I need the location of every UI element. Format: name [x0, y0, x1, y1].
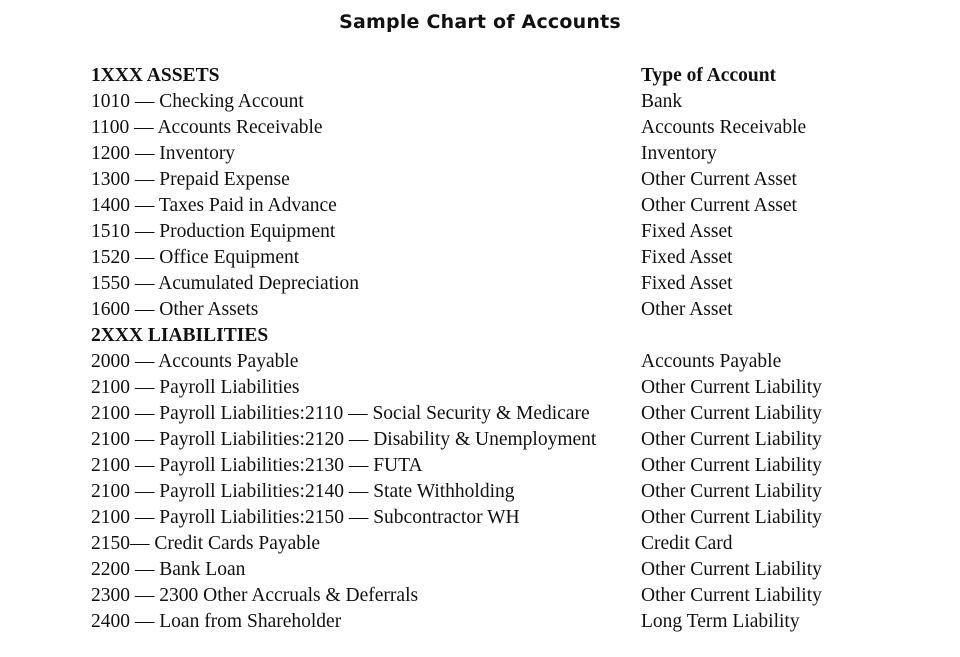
account-name: 1200 — Inventory — [91, 143, 236, 164]
account-name: 1550 — Acumulated Depreciation — [91, 273, 360, 294]
account-type: Other Current Liability — [641, 507, 822, 528]
account-name: 2100 — Payroll Liabilities:2130 — FUTA — [91, 455, 423, 476]
account-name: 2100 — Payroll Liabilities:2120 — Disability & Unemployment — [91, 429, 597, 450]
account-row — [91, 453, 871, 479]
account-row — [91, 505, 871, 531]
account-name: 1010 — Checking Account — [91, 91, 304, 112]
account-row — [91, 531, 871, 557]
account-name: 1400 — Taxes Paid in Advance — [91, 195, 337, 216]
account-row — [91, 141, 871, 167]
account-type: Fixed Asset — [641, 247, 733, 268]
account-name: 2100 — Payroll Liabilities — [91, 377, 300, 398]
account-name: 1510 — Production Equipment — [91, 221, 336, 242]
account-type: Other Current Liability — [641, 429, 822, 450]
account-name: 2100 — Payroll Liabilities:2110 — Social Security & Medicare — [91, 403, 590, 424]
account-name: 2100 — Payroll Liabilities:2150 — Subcontractor WH — [91, 507, 520, 528]
account-type: Other Current Liability — [641, 403, 822, 424]
account-type: Accounts Payable — [641, 351, 782, 372]
account-type: Bank — [641, 91, 683, 112]
section-heading-liabilities: 2XXX LIABILITIES — [91, 325, 269, 346]
account-row — [91, 401, 871, 427]
account-row — [91, 193, 871, 219]
account-row — [91, 245, 871, 271]
account-type: Other Current Liability — [641, 585, 822, 606]
account-row — [91, 375, 871, 401]
account-type: Other Current Liability — [641, 559, 822, 580]
account-name: 1100 — Accounts Receivable — [91, 117, 323, 138]
account-row — [91, 89, 871, 115]
account-type: Other Current Liability — [641, 455, 822, 476]
account-row — [91, 557, 871, 583]
account-name: 2100 — Payroll Liabilities:2140 — State Withholding — [91, 481, 515, 502]
section-heading-row — [91, 323, 871, 349]
account-type: Inventory — [641, 143, 717, 164]
account-name: 1300 — Prepaid Expense — [91, 169, 290, 190]
account-row — [91, 349, 871, 375]
account-type: Other Current Liability — [641, 481, 822, 502]
account-name: 1600 — Other Assets — [91, 299, 259, 320]
account-type: Other Current Asset — [641, 195, 797, 216]
account-type: Other Current Liability — [641, 377, 822, 398]
account-type: Credit Card — [641, 533, 733, 554]
account-row — [91, 115, 871, 141]
account-row — [91, 479, 871, 505]
account-type: Other Current Asset — [641, 169, 797, 190]
account-type: Fixed Asset — [641, 273, 733, 294]
account-row — [91, 427, 871, 453]
account-row — [91, 609, 871, 635]
account-type: Accounts Receivable — [641, 117, 807, 138]
account-name: 1520 — Office Equipment — [91, 247, 300, 268]
account-name: 2000 — Accounts Payable — [91, 351, 299, 372]
account-row — [91, 297, 871, 323]
account-name: 2300 — 2300 Other Accruals & Deferrals — [91, 585, 419, 606]
account-type: Other Asset — [641, 299, 733, 320]
header-row — [91, 63, 871, 89]
account-row — [91, 167, 871, 193]
account-row — [91, 219, 871, 245]
account-row — [91, 583, 871, 609]
document-title: Sample Chart of Accounts — [339, 11, 621, 33]
account-type: Long Term Liability — [641, 611, 800, 632]
account-name: 2150— Credit Cards Payable — [91, 533, 321, 554]
type-column-heading: Type of Account — [641, 65, 777, 86]
section-heading-assets: 1XXX ASSETS — [91, 65, 220, 86]
account-name: 2200 — Bank Loan — [91, 559, 246, 580]
account-row — [91, 271, 871, 297]
account-name: 2400 — Loan from Shareholder — [91, 611, 342, 632]
account-type: Fixed Asset — [641, 221, 733, 242]
chart-of-accounts-list — [91, 63, 871, 635]
